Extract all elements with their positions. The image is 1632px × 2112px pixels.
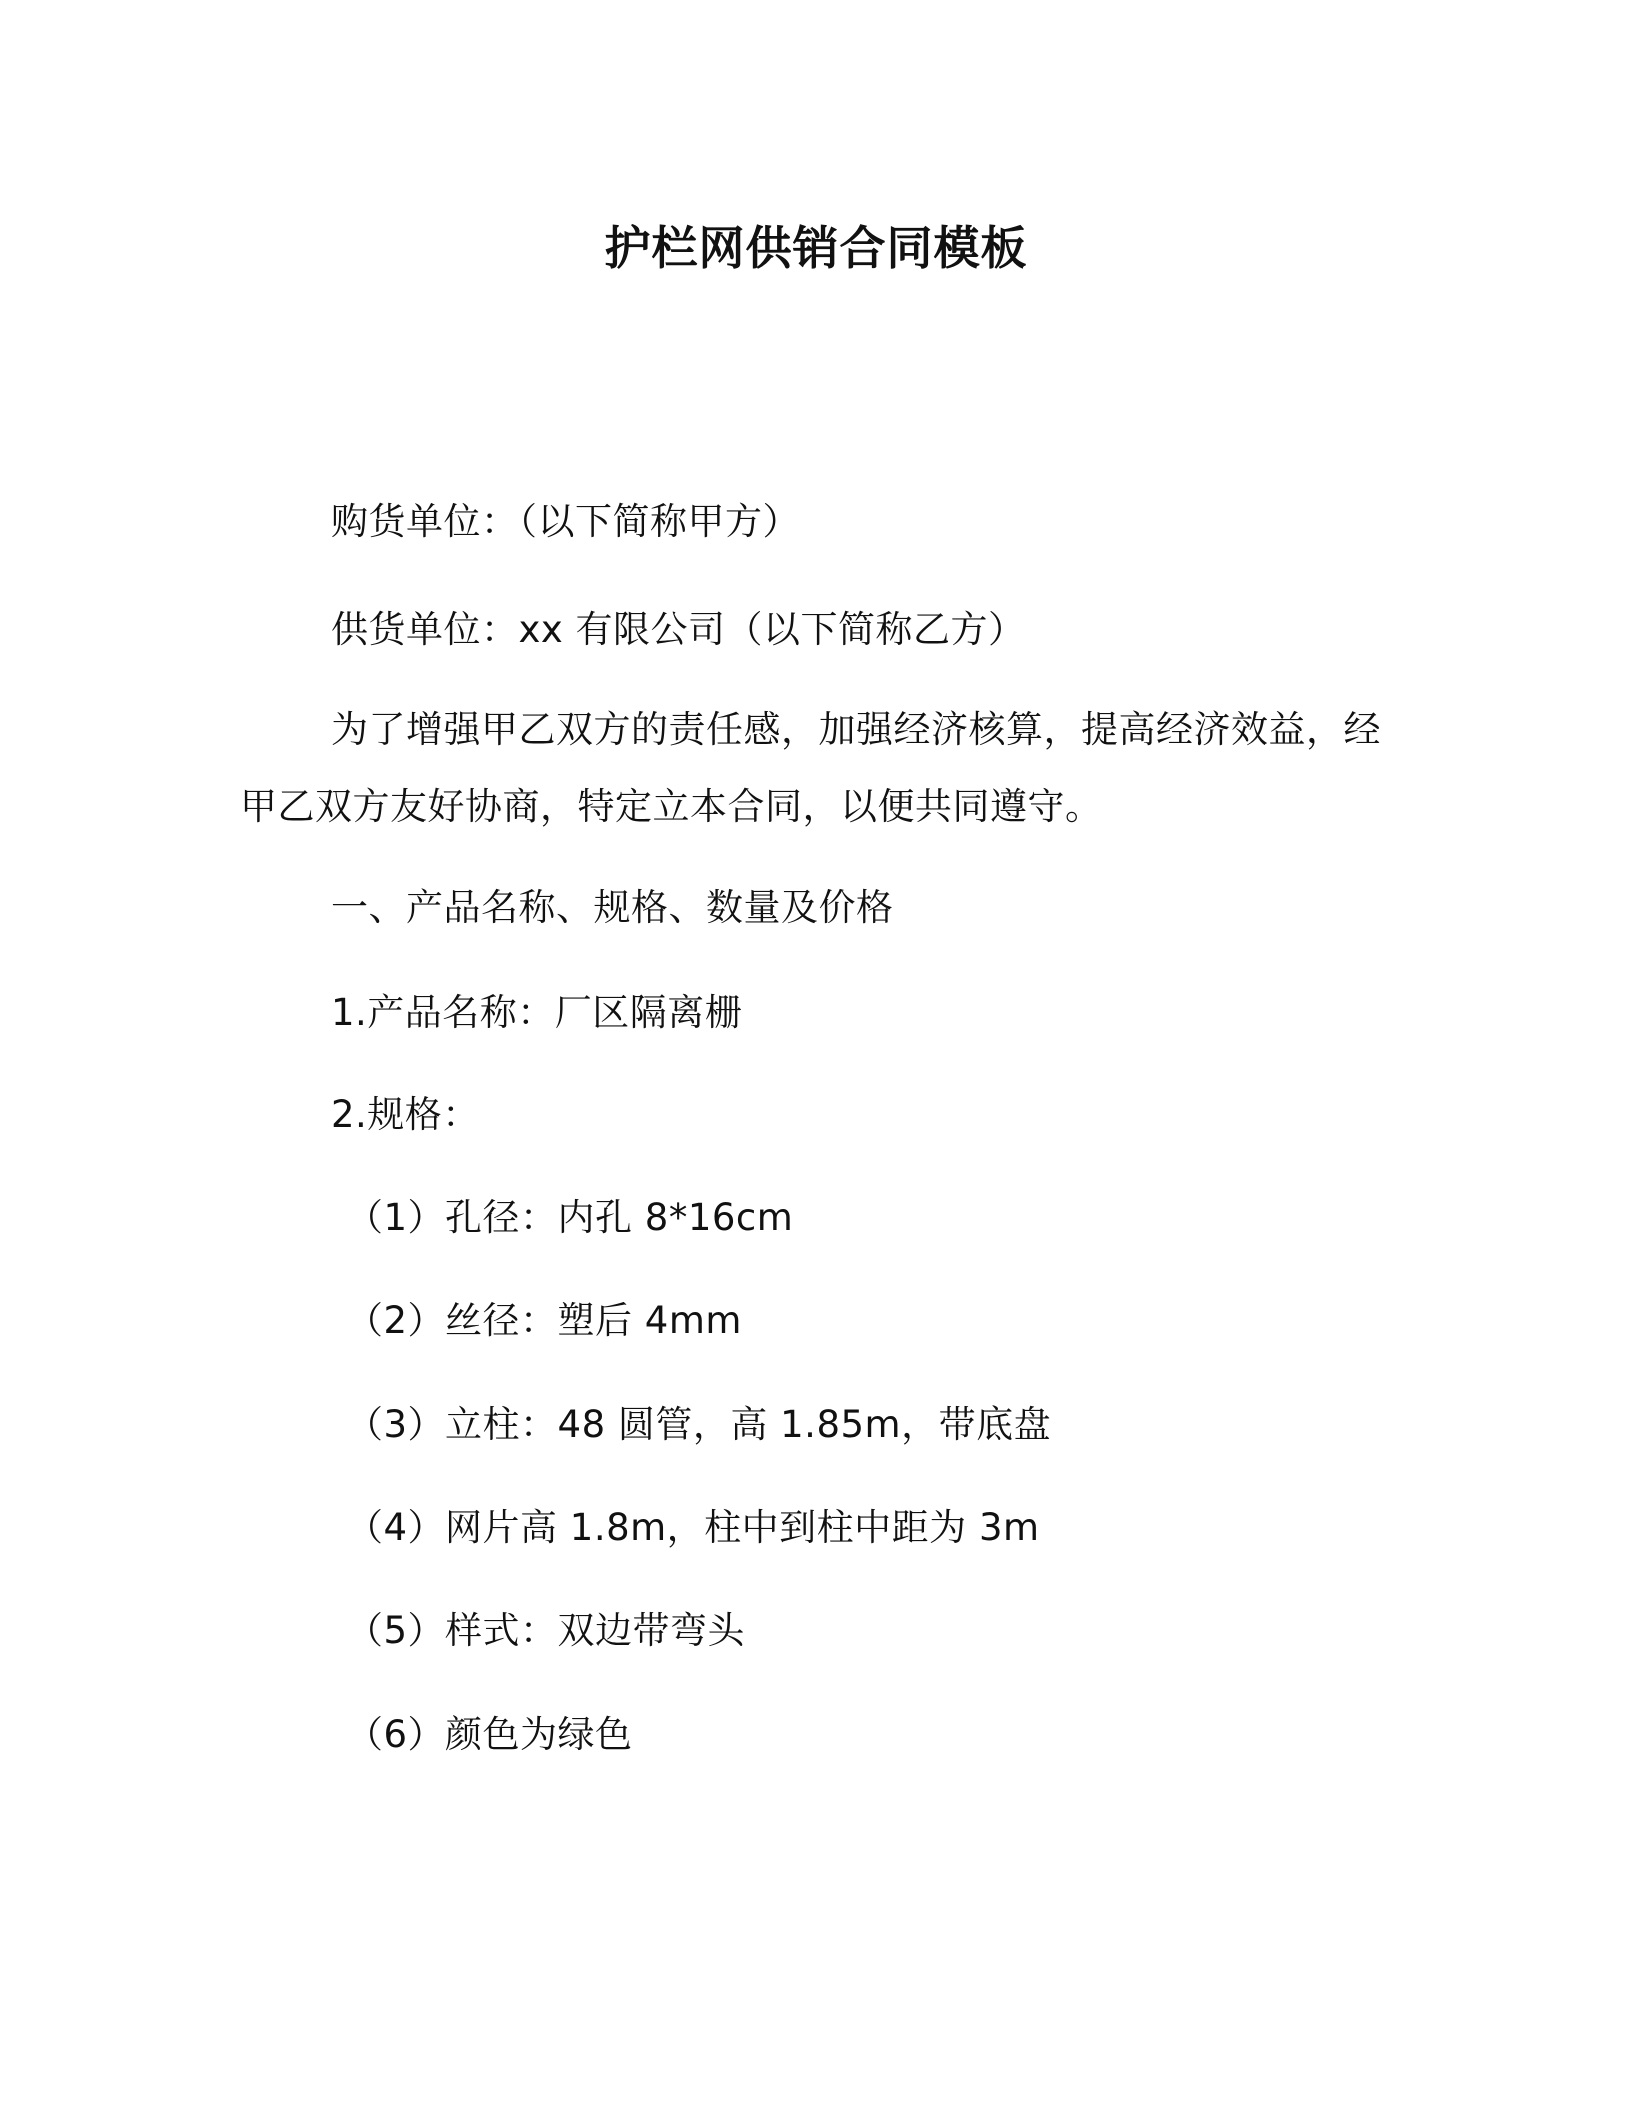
- spec-item-post: （3）立柱：48 圆管，高 1.85m，带底盘: [346, 1403, 1052, 1446]
- document-title: 护栏网供销合同模板: [604, 221, 1028, 275]
- section1-heading: 一、产品名称、规格、数量及价格: [331, 886, 894, 929]
- spec-heading-item: 2.规格：: [331, 1093, 480, 1136]
- spec-item-aperture: （1）孔径：内孔 8*16cm: [346, 1196, 794, 1239]
- spec-item-wire-diameter: （2）丝径：塑后 4mm: [346, 1299, 742, 1342]
- buyer-line: 购货单位：（以下简称甲方）: [331, 500, 800, 543]
- supplier-line: 供货单位：xx 有限公司（以下简称乙方）: [331, 608, 1026, 651]
- spec-item-style: （5）样式：双边带弯头: [346, 1609, 746, 1652]
- intro-paragraph-line2: 甲乙双方友好协商，特定立本合同，以便共同遵守。: [240, 785, 1103, 828]
- spec-item-panel-height: （4）网片高 1.8m，柱中到柱中距为 3m: [346, 1506, 1040, 1549]
- product-name-item: 1.产品名称：厂区隔离栅: [331, 991, 743, 1034]
- intro-paragraph-line1: 为了增强甲乙双方的责任感，加强经济核算，提高经济效益，经: [331, 708, 1381, 751]
- spec-item-color: （6）颜色为绿色: [346, 1713, 633, 1756]
